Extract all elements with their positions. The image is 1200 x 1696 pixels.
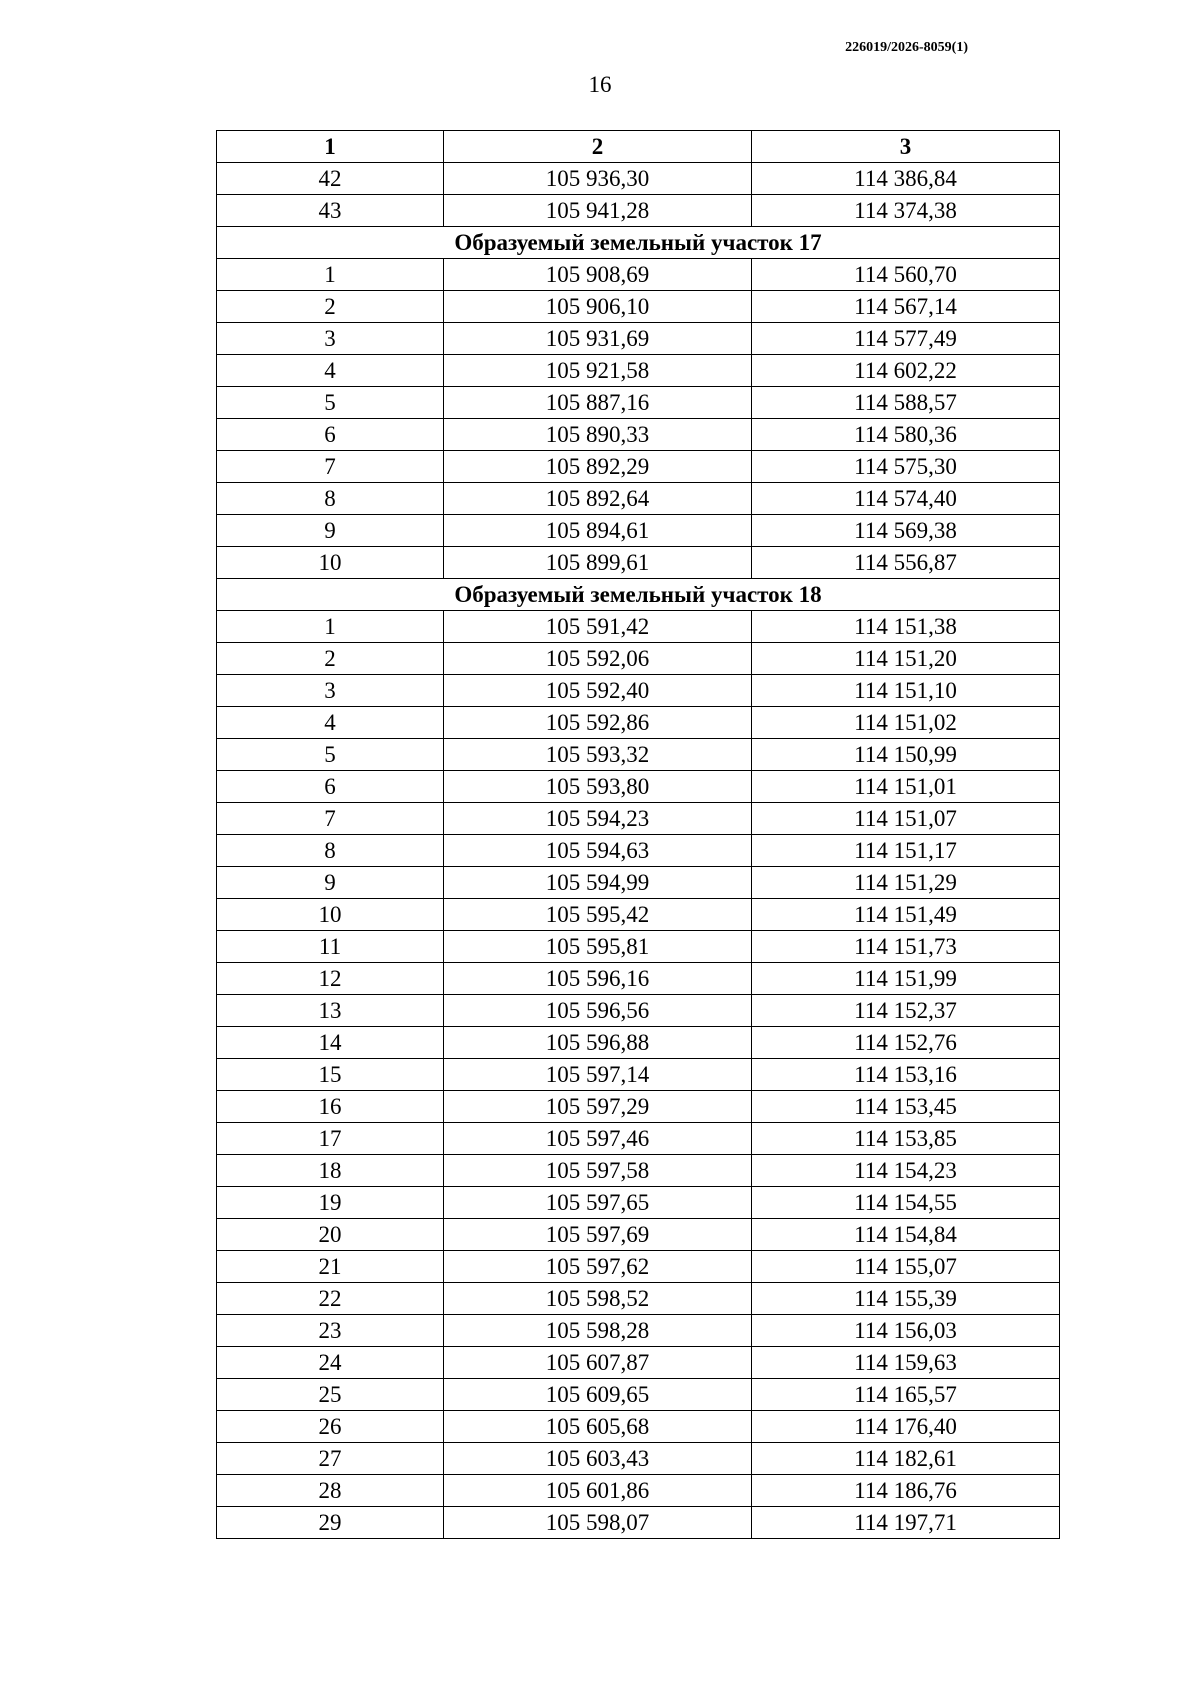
coordinate-y-cell: 114 588,57 [752, 387, 1060, 419]
coordinate-y-cell: 114 151,02 [752, 707, 1060, 739]
point-number-cell: 43 [217, 195, 444, 227]
point-number-cell: 5 [217, 739, 444, 771]
page-number: 16 [588, 72, 612, 97]
coordinate-x-cell: 105 593,32 [444, 739, 752, 771]
coordinate-x-cell: 105 594,99 [444, 867, 752, 899]
coordinate-y-cell: 114 197,71 [752, 1507, 1060, 1539]
coordinate-x-cell: 105 597,29 [444, 1091, 752, 1123]
table-row [217, 803, 1060, 835]
point-number-cell: 28 [217, 1475, 444, 1507]
table-row [217, 1315, 1060, 1347]
table-row [217, 707, 1060, 739]
coordinate-x-cell: 105 931,69 [444, 323, 752, 355]
table-row [217, 419, 1060, 451]
point-number-cell: 1 [217, 611, 444, 643]
point-number-cell: 4 [217, 707, 444, 739]
coordinate-y-cell: 114 153,85 [752, 1123, 1060, 1155]
table-row [217, 867, 1060, 899]
point-number-cell: 1 [217, 259, 444, 291]
coordinate-y-cell: 114 154,23 [752, 1155, 1060, 1187]
coordinate-y-cell: 114 151,10 [752, 675, 1060, 707]
coordinate-y-cell: 114 152,76 [752, 1027, 1060, 1059]
coordinate-y-cell: 114 151,99 [752, 963, 1060, 995]
table-row [217, 323, 1060, 355]
coordinate-x-cell: 105 591,42 [444, 611, 752, 643]
coordinate-y-cell: 114 151,49 [752, 899, 1060, 931]
point-number-cell: 3 [217, 675, 444, 707]
point-number-cell: 14 [217, 1027, 444, 1059]
point-number-cell: 21 [217, 1251, 444, 1283]
column-header-3: 3 [752, 131, 1060, 163]
coordinate-x-cell: 105 597,62 [444, 1251, 752, 1283]
coordinate-x-cell: 105 593,80 [444, 771, 752, 803]
table-row [217, 963, 1060, 995]
column-header-2: 2 [444, 131, 752, 163]
table-row [217, 515, 1060, 547]
coordinate-y-cell: 114 156,03 [752, 1315, 1060, 1347]
coordinate-y-cell: 114 150,99 [752, 739, 1060, 771]
section-row [217, 579, 1060, 611]
point-number-cell: 18 [217, 1155, 444, 1187]
coordinate-x-cell: 105 603,43 [444, 1443, 752, 1475]
coordinate-x-cell: 105 609,65 [444, 1379, 752, 1411]
point-number-cell: 6 [217, 771, 444, 803]
coordinate-x-cell: 105 597,46 [444, 1123, 752, 1155]
coordinate-y-cell: 114 575,30 [752, 451, 1060, 483]
point-number-cell: 7 [217, 803, 444, 835]
coordinate-y-cell: 114 567,14 [752, 291, 1060, 323]
point-number-cell: 8 [217, 835, 444, 867]
coordinate-y-cell: 114 151,07 [752, 803, 1060, 835]
coordinate-y-cell: 114 176,40 [752, 1411, 1060, 1443]
point-number-cell: 9 [217, 867, 444, 899]
point-number-cell: 10 [217, 899, 444, 931]
point-number-cell: 15 [217, 1059, 444, 1091]
table-row [217, 1283, 1060, 1315]
coordinate-y-cell: 114 154,55 [752, 1187, 1060, 1219]
coordinate-x-cell: 105 597,65 [444, 1187, 752, 1219]
coordinate-y-cell: 114 580,36 [752, 419, 1060, 451]
table-row [217, 1219, 1060, 1251]
table-row [217, 643, 1060, 675]
table-row [217, 355, 1060, 387]
coordinate-y-cell: 114 151,20 [752, 643, 1060, 675]
coordinate-x-cell: 105 941,28 [444, 195, 752, 227]
table-row [217, 451, 1060, 483]
coordinate-y-cell: 114 152,37 [752, 995, 1060, 1027]
coordinate-x-cell: 105 596,56 [444, 995, 752, 1027]
table-row [217, 1507, 1060, 1539]
coordinate-x-cell: 105 892,29 [444, 451, 752, 483]
coordinate-y-cell: 114 569,38 [752, 515, 1060, 547]
coordinate-y-cell: 114 153,45 [752, 1091, 1060, 1123]
section-title: Образуемый земельный участок 17 [217, 227, 1060, 259]
table-row [217, 163, 1060, 195]
coordinate-x-cell: 105 596,88 [444, 1027, 752, 1059]
point-number-cell: 17 [217, 1123, 444, 1155]
table-row [217, 1155, 1060, 1187]
table-row [217, 835, 1060, 867]
coordinate-x-cell: 105 921,58 [444, 355, 752, 387]
coordinate-x-cell: 105 598,07 [444, 1507, 752, 1539]
table-row [217, 1059, 1060, 1091]
coordinate-x-cell: 105 595,81 [444, 931, 752, 963]
coordinate-y-cell: 114 151,38 [752, 611, 1060, 643]
coordinate-x-cell: 105 607,87 [444, 1347, 752, 1379]
table-row [217, 291, 1060, 323]
table-header [217, 131, 1060, 163]
coordinate-x-cell: 105 936,30 [444, 163, 752, 195]
point-number-cell: 10 [217, 547, 444, 579]
point-number-cell: 13 [217, 995, 444, 1027]
table-row [217, 931, 1060, 963]
coordinate-y-cell: 114 151,29 [752, 867, 1060, 899]
table-row [217, 1251, 1060, 1283]
coordinate-y-cell: 114 165,57 [752, 1379, 1060, 1411]
coordinate-x-cell: 105 594,23 [444, 803, 752, 835]
coordinate-x-cell: 105 601,86 [444, 1475, 752, 1507]
table-row [217, 387, 1060, 419]
point-number-cell: 23 [217, 1315, 444, 1347]
section-title: Образуемый земельный участок 18 [217, 579, 1060, 611]
coordinate-x-cell: 105 597,58 [444, 1155, 752, 1187]
table-row [217, 1123, 1060, 1155]
point-number-cell: 42 [217, 163, 444, 195]
point-number-cell: 6 [217, 419, 444, 451]
table-row [217, 1187, 1060, 1219]
table-row [217, 1347, 1060, 1379]
coordinate-y-cell: 114 560,70 [752, 259, 1060, 291]
coordinate-y-cell: 114 155,39 [752, 1283, 1060, 1315]
point-number-cell: 9 [217, 515, 444, 547]
point-number-cell: 11 [217, 931, 444, 963]
coordinate-y-cell: 114 151,17 [752, 835, 1060, 867]
coordinate-x-cell: 105 592,40 [444, 675, 752, 707]
coordinates-table [216, 130, 1060, 1539]
coordinate-x-cell: 105 892,64 [444, 483, 752, 515]
point-number-cell: 2 [217, 291, 444, 323]
point-number-cell: 2 [217, 643, 444, 675]
coordinate-y-cell: 114 577,49 [752, 323, 1060, 355]
section-row [217, 227, 1060, 259]
coordinate-x-cell: 105 894,61 [444, 515, 752, 547]
coordinate-x-cell: 105 906,10 [444, 291, 752, 323]
coordinate-x-cell: 105 908,69 [444, 259, 752, 291]
coordinate-x-cell: 105 596,16 [444, 963, 752, 995]
header-row [217, 131, 1060, 163]
point-number-cell: 24 [217, 1347, 444, 1379]
coordinate-x-cell: 105 597,69 [444, 1219, 752, 1251]
coordinate-x-cell: 105 899,61 [444, 547, 752, 579]
point-number-cell: 8 [217, 483, 444, 515]
coordinate-y-cell: 114 154,84 [752, 1219, 1060, 1251]
coordinate-y-cell: 114 386,84 [752, 163, 1060, 195]
point-number-cell: 5 [217, 387, 444, 419]
table-row [217, 259, 1060, 291]
point-number-cell: 25 [217, 1379, 444, 1411]
point-number-cell: 16 [217, 1091, 444, 1123]
coordinate-x-cell: 105 605,68 [444, 1411, 752, 1443]
coordinate-y-cell: 114 182,61 [752, 1443, 1060, 1475]
coordinate-x-cell: 105 597,14 [444, 1059, 752, 1091]
coordinate-x-cell: 105 595,42 [444, 899, 752, 931]
table-row [217, 1411, 1060, 1443]
point-number-cell: 29 [217, 1507, 444, 1539]
coordinate-x-cell: 105 887,16 [444, 387, 752, 419]
document-id: 226019/2026-8059(1) [845, 40, 968, 55]
point-number-cell: 7 [217, 451, 444, 483]
coordinate-x-cell: 105 592,86 [444, 707, 752, 739]
coordinate-y-cell: 114 155,07 [752, 1251, 1060, 1283]
coordinate-x-cell: 105 598,52 [444, 1283, 752, 1315]
coordinate-y-cell: 114 153,16 [752, 1059, 1060, 1091]
table-row [217, 739, 1060, 771]
table-row [217, 483, 1060, 515]
coordinate-y-cell: 114 374,38 [752, 195, 1060, 227]
point-number-cell: 20 [217, 1219, 444, 1251]
table-row [217, 771, 1060, 803]
coordinate-y-cell: 114 574,40 [752, 483, 1060, 515]
coordinate-y-cell: 114 602,22 [752, 355, 1060, 387]
table-row [217, 899, 1060, 931]
point-number-cell: 4 [217, 355, 444, 387]
point-number-cell: 22 [217, 1283, 444, 1315]
column-header-1: 1 [217, 131, 444, 163]
table-row [217, 675, 1060, 707]
table-row [217, 611, 1060, 643]
table-row [217, 995, 1060, 1027]
coordinate-x-cell: 105 890,33 [444, 419, 752, 451]
coordinate-x-cell: 105 592,06 [444, 643, 752, 675]
point-number-cell: 19 [217, 1187, 444, 1219]
coordinate-y-cell: 114 186,76 [752, 1475, 1060, 1507]
point-number-cell: 3 [217, 323, 444, 355]
table-row [217, 195, 1060, 227]
table-row [217, 547, 1060, 579]
table-body [217, 163, 1060, 1539]
table-row [217, 1027, 1060, 1059]
coordinate-x-cell: 105 594,63 [444, 835, 752, 867]
coordinate-y-cell: 114 556,87 [752, 547, 1060, 579]
coordinate-y-cell: 114 151,01 [752, 771, 1060, 803]
point-number-cell: 27 [217, 1443, 444, 1475]
table-row [217, 1443, 1060, 1475]
table-row [217, 1475, 1060, 1507]
point-number-cell: 12 [217, 963, 444, 995]
table-row [217, 1091, 1060, 1123]
coordinate-y-cell: 114 159,63 [752, 1347, 1060, 1379]
coordinate-y-cell: 114 151,73 [752, 931, 1060, 963]
coordinate-x-cell: 105 598,28 [444, 1315, 752, 1347]
point-number-cell: 26 [217, 1411, 444, 1443]
table-row [217, 1379, 1060, 1411]
